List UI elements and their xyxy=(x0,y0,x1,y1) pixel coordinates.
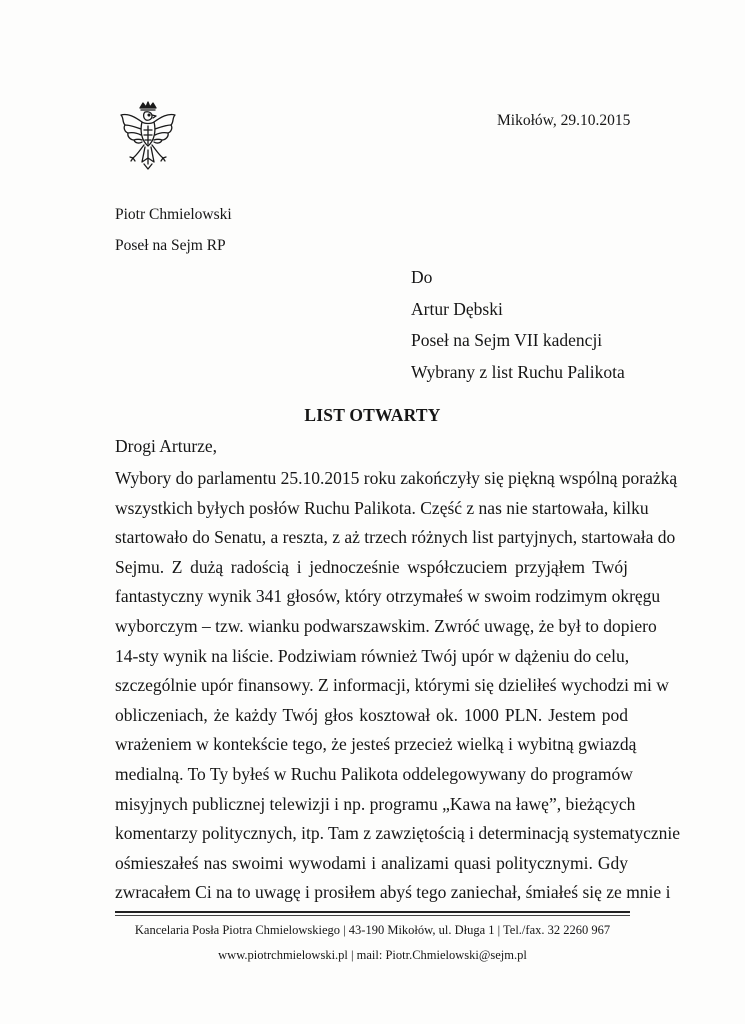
recipient-line: Do xyxy=(411,267,433,287)
body-line: Sejmu. Z dużą radością i jednocześnie współczuciem przyjąłem Twój xyxy=(115,556,628,577)
recipient-line: Artur Dębski xyxy=(411,298,503,319)
body-line: szczególnie upór finansowy. Z informacji, którymi się dzieliłeś wychodzi mi w xyxy=(115,675,669,696)
polish-eagle-emblem-icon xyxy=(116,100,180,172)
body-line: fantastyczny wynik 341 głosów, który otrzymałeś w swoim rodzimym okręgu xyxy=(115,586,661,607)
body-line: wrażeniem w kontekście tego, że jesteś przecież wielką i wybitną gwiazdą xyxy=(115,734,637,755)
recipient-block xyxy=(411,262,625,388)
body-line: zwracałem Ci na to uwagę i prosiłem abyś tego zaniechał, śmiałeś się ze mnie i xyxy=(115,882,671,903)
footer-divider-thin xyxy=(115,915,630,916)
salutation: Drogi Arturze, xyxy=(115,436,218,456)
body-line: medialną. To Ty byłeś w Ruchu Palikota oddelegowywany do programów xyxy=(115,763,633,784)
recipient-line: Poseł na Sejm VII kadencji xyxy=(411,330,603,350)
footer-address: Kancelaria Posła Piotra Chmielowskiego | 43-190 Mikołów, ul. Długa 1 | Tel./fax. 32 2260 967 xyxy=(134,923,611,937)
body-line: startowało do Senatu, a reszta, z aż trzech różnych list partyjnych, startowała do xyxy=(115,527,676,548)
recipient-line: Wybrany z list Ruchu Palikota xyxy=(411,361,625,382)
body-line: wszystkich byłych posłów Ruchu Palikota. Część z nas nie startowała, kilku xyxy=(115,497,649,518)
letter-title: LIST OTWARTY xyxy=(304,405,441,425)
body-line: Wybory do parlamentu 25.10.2015 roku zakończyły się piękną wspólną porażką xyxy=(115,468,678,488)
body-line: komentarzy politycznych, itp. Tam z zawziętością i determinacją systematycznie xyxy=(115,823,681,844)
footer-divider xyxy=(115,911,630,913)
sender-block xyxy=(115,199,232,261)
sender-title: Poseł na Sejm RP xyxy=(115,237,226,254)
letter-body xyxy=(115,464,681,908)
body-line: wyborczym – tzw. wianku podwarszawskim. Zwróć uwagę, że był to dopiero xyxy=(115,615,657,636)
footer-contact: www.piotrchmielowski.pl | mail: Piotr.Chmielowski@sejm.pl xyxy=(218,948,527,962)
body-line: ośmieszałeś nas swoimi wywodami i analizami quasi politycznymi. Gdy xyxy=(115,852,628,873)
body-line: obliczeniach, że każdy Twój głos kosztował ok. 1000 PLN. Jestem pod xyxy=(115,704,628,725)
sender-name: Piotr Chmielowski xyxy=(115,206,232,223)
letter-date: Mikołów, 29.10.2015 xyxy=(497,112,631,129)
body-line: 14-sty wynik na liście. Podziwiam również Twój upór w dążeniu do celu, xyxy=(115,645,630,666)
body-line: misyjnych publicznej telewizji i np. programu „Kawa na ławę”, bieżących xyxy=(115,793,636,814)
